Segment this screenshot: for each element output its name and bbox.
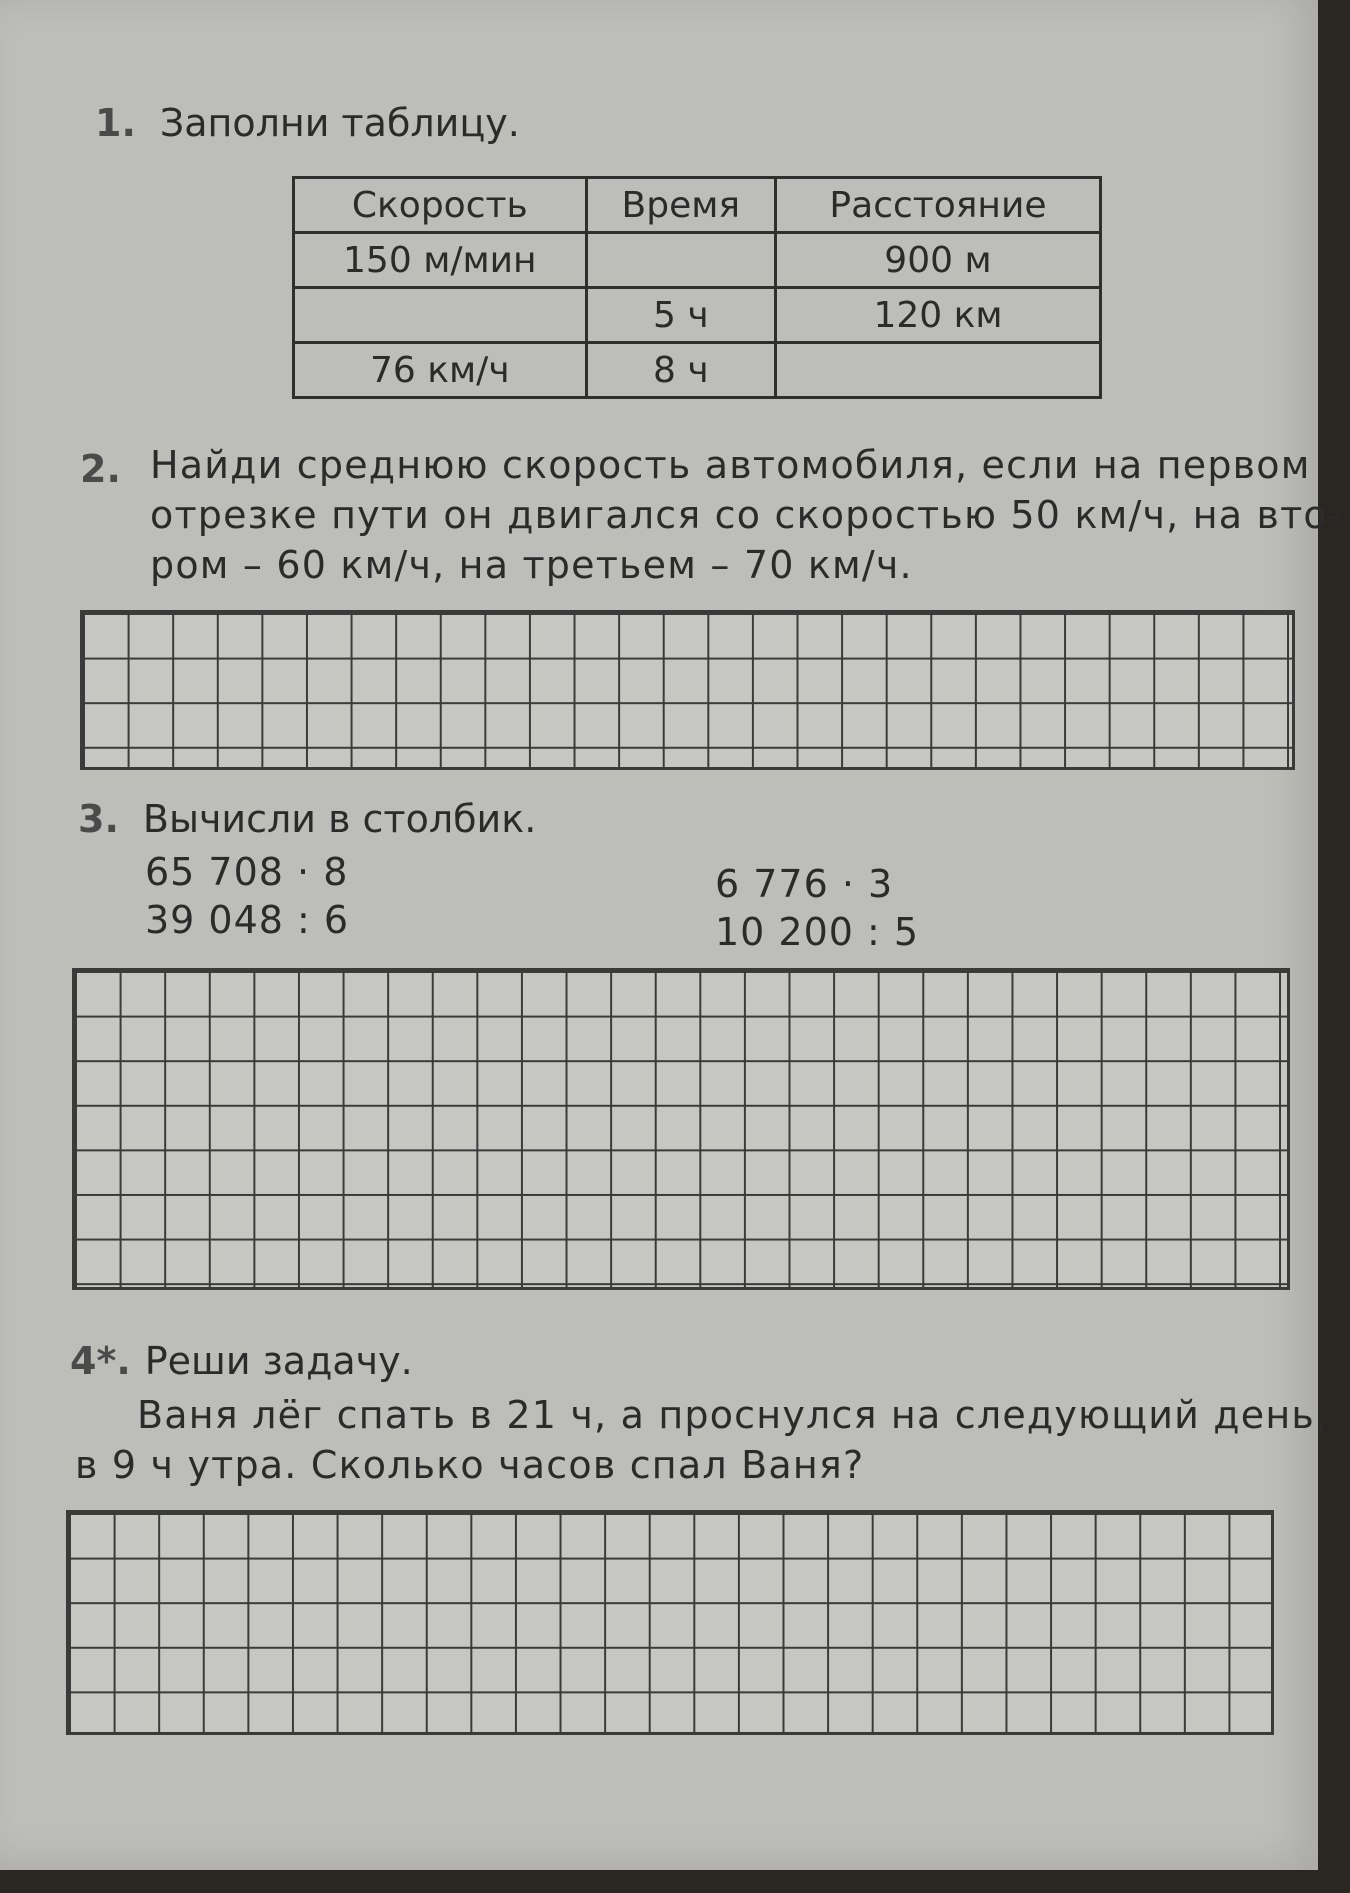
task-3-title: Вычисли в столбик.: [142, 797, 537, 841]
task-2-number: 2.: [80, 447, 121, 491]
speed-time-distance-table: [292, 176, 1102, 399]
table-header-row: [294, 178, 1101, 233]
task-1-heading: [95, 101, 520, 145]
table-cell-blank: [775, 343, 1100, 398]
expression: 39 048 : 6: [145, 898, 350, 942]
task-3-number: 3.: [78, 797, 119, 841]
table-cell: 8 ч: [586, 343, 775, 398]
expression: 10 200 : 5: [715, 910, 920, 954]
task-4-line: Ваня лёг спать в 21 ч, а проснулся на следующий день,: [137, 1393, 1329, 1437]
table-cell: 900 м: [775, 233, 1100, 288]
task-3-left-expressions: [145, 848, 349, 944]
table-cell: 150 м/мин: [294, 233, 587, 288]
task-2-line: отрезке пути он двигался со скоростью 50 км/ч, на вто-: [150, 493, 1343, 537]
answer-grid-task-4: [66, 1510, 1274, 1735]
task-2-line: ром – 60 км/ч, на третьем – 70 км/ч.: [150, 543, 913, 587]
expression: 65 708 · 8: [145, 850, 349, 894]
header-distance: Расстояние: [775, 178, 1100, 233]
table-cell: 76 км/ч: [294, 343, 587, 398]
task-4-line: в 9 ч утра. Сколько часов спал Ваня?: [75, 1443, 865, 1487]
table-cell-blank: [294, 288, 587, 343]
task-4-number: 4*.: [70, 1339, 131, 1383]
task-2-number-wrap: [80, 447, 145, 491]
answer-grid-task-3: [72, 968, 1290, 1290]
table-cell: 120 км: [775, 288, 1100, 343]
table-row: [294, 288, 1101, 343]
header-speed: Скорость: [294, 178, 587, 233]
header-time: Время: [586, 178, 775, 233]
table-cell: 5 ч: [586, 288, 775, 343]
table-cell-blank: [586, 233, 775, 288]
task-2-line: Найди среднюю скорость автомобиля, если на первом: [150, 443, 1311, 487]
task-4-text: [75, 1390, 1328, 1490]
expression: 6 776 · 3: [715, 862, 894, 906]
task-3-heading: [78, 797, 537, 841]
task-1-title: Заполни таблицу.: [159, 101, 520, 145]
table-row: [294, 233, 1101, 288]
task-4-heading: [70, 1339, 413, 1383]
task-3-right-expressions: [715, 860, 919, 956]
table-row: [294, 343, 1101, 398]
task-1-number: 1.: [95, 101, 136, 145]
task-2-text: [150, 440, 1343, 590]
task-4-title: Реши задачу.: [144, 1339, 413, 1383]
answer-grid-task-2: [80, 610, 1295, 770]
